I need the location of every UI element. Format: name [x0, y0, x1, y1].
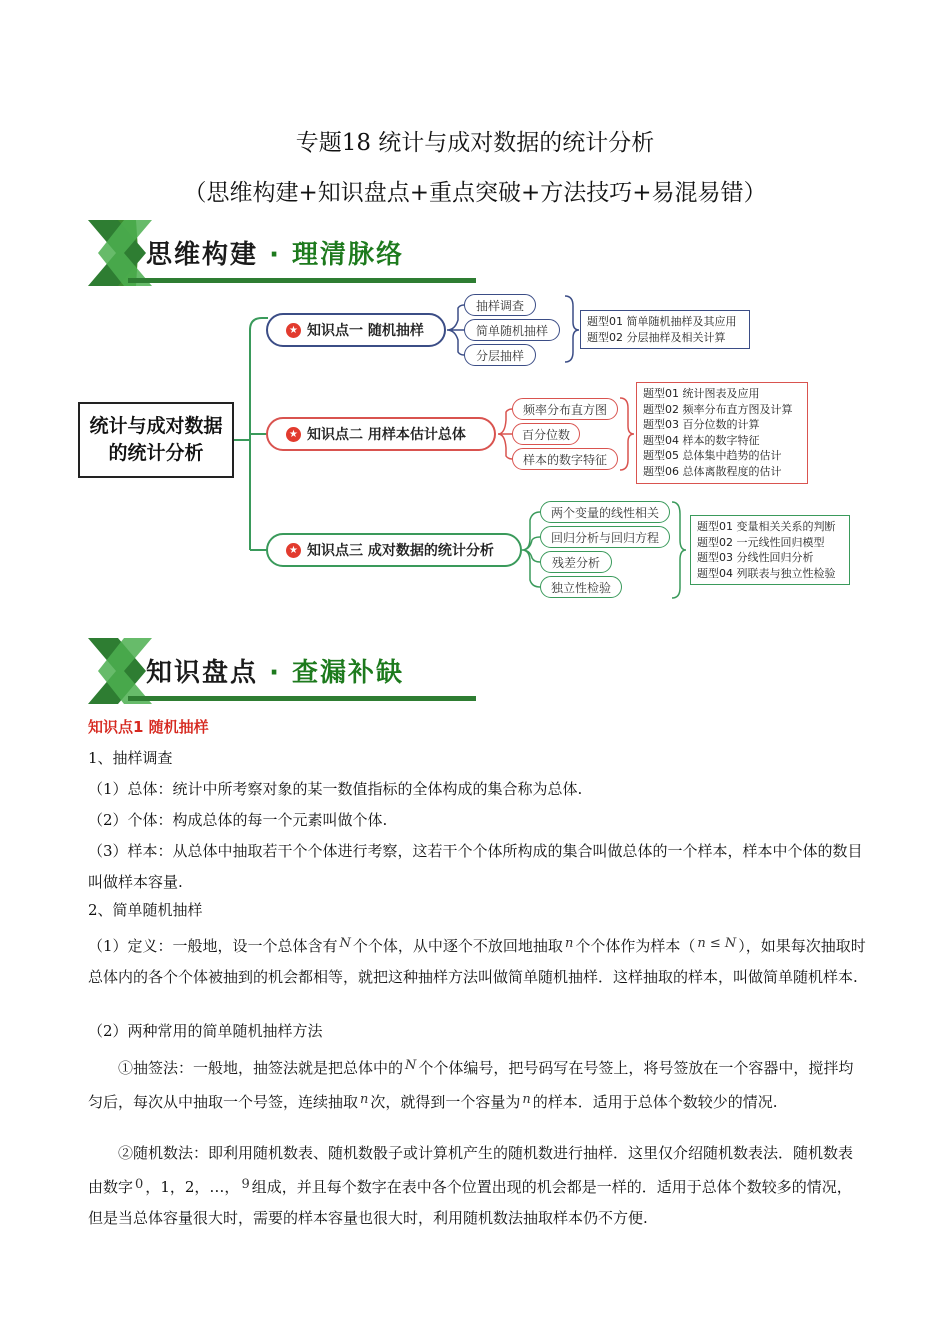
branch-knowledge-2: ★ 知识点二 用样本估计总体	[266, 417, 496, 451]
sub-node: 频率分布直方图	[512, 398, 618, 420]
question-type: 题型04 列联表与独立性检验	[697, 566, 836, 580]
sub-node: 抽样调查	[464, 294, 536, 316]
section-heading: 1、抽样调查	[88, 749, 173, 767]
paragraph-definition: （1）定义：一般地，设一个总体含有 N 个个体，从中逐个不放回地抽取 n 个个体作为样本（ n ≤ N ），如果每次抽取时总体内的各个个体被抽到的机会都相等，就把这种抽样方法叫做简单随机抽样．这样抽取的样本，叫做简单随机样本.	[88, 936, 866, 986]
sub-node: 两个变量的线性相关	[540, 501, 670, 523]
star-icon: ★	[286, 427, 301, 442]
question-types-box-2	[636, 382, 808, 484]
question-types-box-3	[690, 515, 850, 585]
star-icon: ★	[286, 323, 301, 338]
question-type: 题型02 频率分布直方图及计算	[643, 402, 793, 416]
paragraph: （3）样本：从总体中抽取若干个个体进行考察，这若干个个体所构成的集合叫做总体的一个样本，样本中个体的数目叫做样本容量.	[88, 842, 863, 891]
paragraph-random-number-method: ②随机数法：即利用随机数表、随机数骰子或计算机产生的随机数进行抽样．这里仅介绍随机数表法．随机数表由数字 0 ，1，2，…， 9 组成，并且每个数字在表中各个位置出现的机会都是一样的．适用于总体个数较多的情况，但是当总体容量很大时，需要的样本容量也很大时，利用随机数法抽取样本仍不方便.	[88, 1144, 854, 1227]
sub-node: 回归分析与回归方程	[540, 526, 670, 548]
sub-node: 样本的数字特征	[512, 448, 618, 470]
paragraph: （2）两种常用的简单随机抽样方法	[88, 1022, 323, 1040]
mind-map	[0, 0, 950, 620]
branch-knowledge-3: ★ 知识点三 成对数据的统计分析	[266, 533, 522, 567]
banner-title: 知识盘点 · 查漏补缺	[146, 658, 405, 688]
sub-node: 残差分析	[540, 551, 612, 573]
question-type: 题型05 总体集中趋势的估计	[643, 449, 782, 463]
paragraph: （2）个体：构成总体的每一个元素叫做个体.	[88, 811, 388, 829]
sub-node: 分层抽样	[464, 344, 536, 366]
question-type: 题型03 百分位数的计算	[643, 418, 760, 432]
question-type: 题型04 样本的数字特征	[643, 433, 760, 447]
paragraph: （1）总体：统计中所考察对象的某一数值指标的全体构成的集合称为总体.	[88, 780, 583, 798]
sub-node: 独立性检验	[540, 576, 622, 598]
question-type: 题型02 分层抽样及相关计算	[587, 330, 726, 344]
paragraph-lottery-method: ①抽签法：一般地，抽签法就是把总体中的 N 个个体编号，把号码写在号签上，将号签放在一个容器中，搅拌均匀后，每次从中抽取一个号签，连续抽取 n 次，就得到一个容量为 n 的样本．适用于总体个数较少的情况.	[88, 1058, 854, 1111]
question-type: 题型02 一元线性回归模型	[697, 535, 825, 549]
question-types-box-1	[580, 310, 750, 349]
star-icon: ★	[286, 543, 301, 558]
knowledge-heading: 知识点1 随机抽样	[88, 718, 209, 736]
page-title: 专题18 统计与成对数据的统计分析	[295, 130, 655, 156]
question-type: 题型01 简单随机抽样及其应用	[587, 315, 737, 328]
question-type: 题型01 统计图表及应用	[643, 387, 760, 400]
sub-node: 简单随机抽样	[464, 319, 560, 341]
section-heading: 2、简单随机抽样	[88, 901, 203, 919]
banner-title: 思维构建 · 理清脉络	[146, 240, 405, 270]
section-banner-knowledge	[88, 638, 478, 704]
question-type: 题型06 总体离散程度的估计	[643, 464, 782, 478]
question-type: 题型03 分线性回归分析	[697, 551, 814, 565]
branch-knowledge-1: ★ 知识点一 随机抽样	[266, 313, 446, 347]
mind-map-root: 统计与成对数据的统计分析	[78, 402, 234, 478]
sub-node: 百分位数	[512, 423, 580, 445]
page-subtitle: （思维构建+知识盘点+重点突破+方法技巧+易混易错）	[183, 180, 767, 206]
question-type: 题型01 变量相关关系的判断	[697, 520, 836, 533]
